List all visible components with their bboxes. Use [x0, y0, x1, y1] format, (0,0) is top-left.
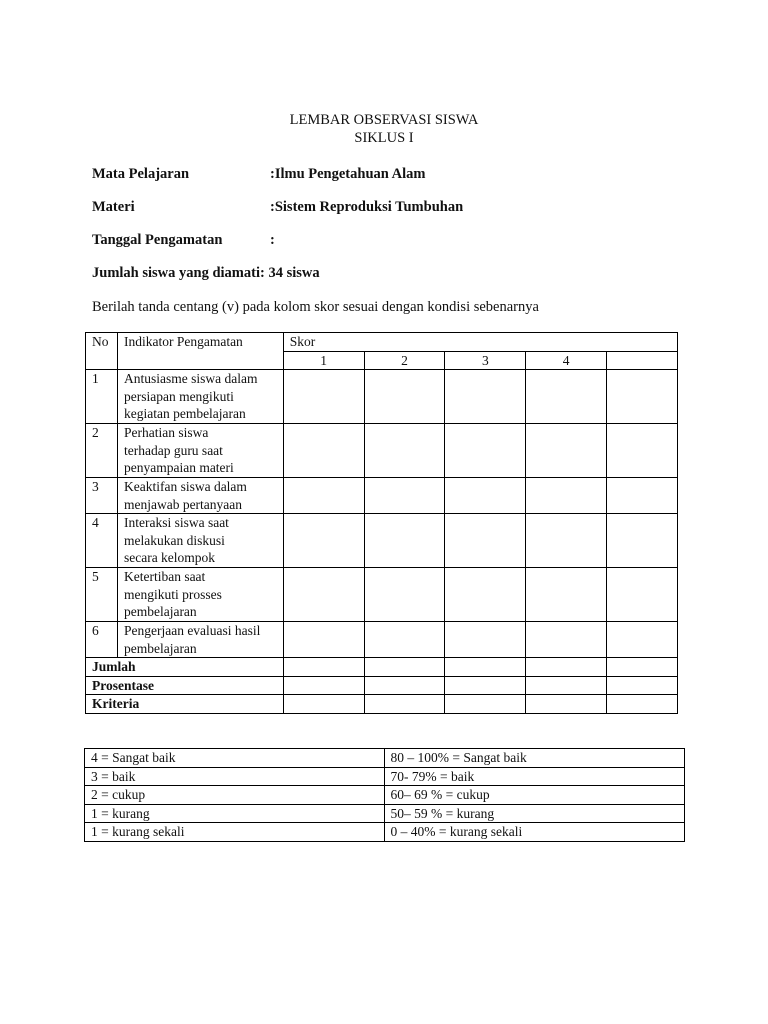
- row-indicator: Pengerjaan evaluasi hasil pembelajaran: [117, 622, 283, 658]
- student-count: Jumlah siswa yang diamati: 34 siswa: [92, 265, 320, 281]
- table-row: [86, 478, 678, 514]
- score-cell[interactable]: [526, 695, 607, 714]
- percent-key: 80 – 100% = Sangat baik: [384, 749, 685, 768]
- score-cell[interactable]: [445, 478, 526, 514]
- observation-table: [85, 332, 678, 714]
- criteria-key-table: [84, 748, 685, 842]
- score-cell[interactable]: [445, 622, 526, 658]
- info-label-date: Tanggal Pengamatan: [92, 232, 223, 248]
- score-cell[interactable]: [526, 478, 607, 514]
- score-cell[interactable]: [364, 676, 445, 695]
- score-cell[interactable]: [283, 676, 364, 695]
- row-indicator: Ketertiban saat mengikuti prosses pembelajaran: [117, 568, 283, 622]
- score-cell[interactable]: [364, 478, 445, 514]
- percent-key: 60– 69 % = cukup: [384, 786, 685, 805]
- score-cell[interactable]: [364, 370, 445, 424]
- score-cell[interactable]: [526, 424, 607, 478]
- score-cell[interactable]: [283, 478, 364, 514]
- summary-row-total: [86, 658, 678, 677]
- header-no: No: [86, 333, 118, 370]
- score-cell[interactable]: [607, 568, 678, 622]
- table-row: [86, 514, 678, 568]
- table-row: [86, 370, 678, 424]
- score-cell[interactable]: [526, 568, 607, 622]
- score-cell[interactable]: [364, 622, 445, 658]
- info-value-subject: :Ilmu Pengetahuan Alam: [270, 166, 426, 182]
- percent-key: 70- 79% = baik: [384, 767, 685, 786]
- form-title: LEMBAR OBSERVASI SISWA: [289, 112, 479, 128]
- score-cell[interactable]: [445, 676, 526, 695]
- row-indicator: Antusiasme siswa dalam persiapan mengikuti kegiatan pembelajaran: [117, 370, 283, 424]
- score-col-4: 4: [526, 351, 607, 370]
- score-cell[interactable]: [607, 695, 678, 714]
- score-cell[interactable]: [607, 676, 678, 695]
- score-cell[interactable]: [607, 424, 678, 478]
- score-col-5: [607, 351, 678, 370]
- score-cell[interactable]: [283, 370, 364, 424]
- score-cell[interactable]: [283, 568, 364, 622]
- score-cell[interactable]: [607, 622, 678, 658]
- score-cell[interactable]: [445, 370, 526, 424]
- row-indicator: Perhatian siswa terhadap guru saat penyampaian materi: [117, 424, 283, 478]
- summary-label: Kriteria: [86, 695, 284, 714]
- row-number: 2: [86, 424, 118, 478]
- percent-key: 0 – 40% = kurang sekali: [384, 823, 685, 842]
- info-value-date: :: [270, 232, 275, 248]
- summary-label: Prosentase: [86, 676, 284, 695]
- score-cell[interactable]: [607, 658, 678, 677]
- score-cell[interactable]: [283, 658, 364, 677]
- score-cell[interactable]: [607, 478, 678, 514]
- score-cell[interactable]: [445, 695, 526, 714]
- score-cell[interactable]: [364, 658, 445, 677]
- score-col-3: 3: [445, 351, 526, 370]
- key-row: [85, 804, 685, 823]
- row-indicator: Interaksi siswa saat melakukan diskusi secara kelompok: [117, 514, 283, 568]
- score-cell[interactable]: [526, 658, 607, 677]
- row-number: 4: [86, 514, 118, 568]
- table-row: [86, 568, 678, 622]
- summary-row-criteria: [86, 695, 678, 714]
- score-cell[interactable]: [364, 695, 445, 714]
- score-cell[interactable]: [526, 622, 607, 658]
- instruction-text: Berilah tanda centang (v) pada kolom skor sesuai dengan kondisi sebenarnya: [92, 299, 539, 315]
- info-value-material: :Sistem Reproduksi Tumbuhan: [270, 199, 464, 215]
- score-cell[interactable]: [607, 514, 678, 568]
- score-cell[interactable]: [283, 514, 364, 568]
- score-cell[interactable]: [526, 370, 607, 424]
- header-score: Skor: [283, 333, 677, 352]
- key-row: [85, 786, 685, 805]
- info-label-subject: Mata Pelajaran: [92, 166, 190, 182]
- summary-row-percentage: [86, 676, 678, 695]
- score-cell[interactable]: [364, 424, 445, 478]
- key-row: [85, 749, 685, 768]
- table-row: [86, 424, 678, 478]
- score-cell[interactable]: [526, 676, 607, 695]
- score-cell[interactable]: [364, 568, 445, 622]
- score-cell[interactable]: [283, 424, 364, 478]
- score-cell[interactable]: [283, 695, 364, 714]
- header-indicator: Indikator Pengamatan: [117, 333, 283, 370]
- score-col-1: 1: [283, 351, 364, 370]
- score-key: 2 = cukup: [85, 786, 385, 805]
- summary-label: Jumlah: [86, 658, 284, 677]
- key-row: [85, 767, 685, 786]
- score-cell[interactable]: [445, 568, 526, 622]
- score-cell[interactable]: [445, 658, 526, 677]
- score-cell[interactable]: [445, 424, 526, 478]
- score-key: 1 = kurang sekali: [85, 823, 385, 842]
- score-cell[interactable]: [364, 514, 445, 568]
- row-number: 5: [86, 568, 118, 622]
- key-row: [85, 823, 685, 842]
- score-cell[interactable]: [607, 370, 678, 424]
- info-label-material: Materi: [92, 199, 135, 215]
- table-row: [86, 622, 678, 658]
- form-subtitle: SIKLUS I: [354, 130, 414, 146]
- score-key: 4 = Sangat baik: [85, 749, 385, 768]
- row-number: 1: [86, 370, 118, 424]
- percent-key: 50– 59 % = kurang: [384, 804, 685, 823]
- score-key: 1 = kurang: [85, 804, 385, 823]
- row-indicator: Keaktifan siswa dalam menjawab pertanyaan: [117, 478, 283, 514]
- score-key: 3 = baik: [85, 767, 385, 786]
- row-number: 6: [86, 622, 118, 658]
- score-col-2: 2: [364, 351, 445, 370]
- score-cell[interactable]: [445, 514, 526, 568]
- score-cell[interactable]: [283, 622, 364, 658]
- row-number: 3: [86, 478, 118, 514]
- score-cell[interactable]: [526, 514, 607, 568]
